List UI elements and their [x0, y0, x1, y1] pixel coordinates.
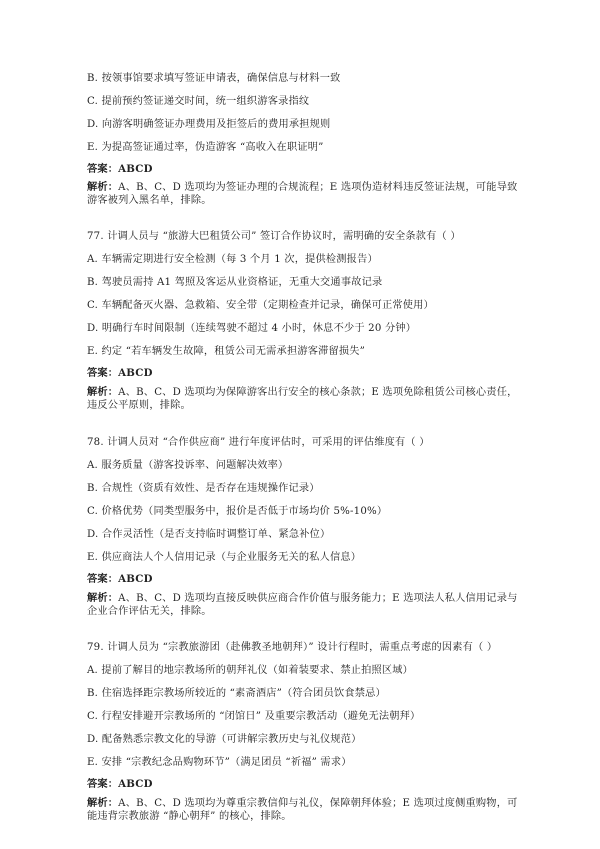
- analysis-text: A、B、C、D 选项均为尊重宗教信仰与礼仪，保障朝拜体验；E 选项过度侧重购物，可能违背宗教旅游 “静心朝拜” 的核心，排除。: [87, 798, 518, 822]
- q78-answer: [87, 573, 527, 586]
- q79-option-e: E. 安排 “宗教纪念品购物环节”（满足团员 “祈福” 需求）: [87, 757, 352, 768]
- q78-analysis: [87, 592, 527, 618]
- answer-label: 答案：: [87, 573, 119, 585]
- answer-label: 答案：: [87, 778, 119, 790]
- q76-option-e: E. 为提高签证通过率，伪造游客 “高收入在职证明”: [87, 142, 324, 153]
- q76-option-c: C. 提前预约签证递交时间，统一组织游客录指纹: [87, 96, 310, 107]
- q79-option-a: A. 提前了解目的地宗教场所的朝拜礼仪（如着装要求、禁止拍照区域）: [87, 665, 414, 676]
- answer-value: ABCD: [118, 163, 153, 175]
- q79-option-b: B. 住宿选择距宗教场所较近的 “素斋酒店”（符合团员饮食禁忌）: [87, 688, 386, 699]
- analysis-label: 解析：: [87, 386, 119, 398]
- analysis-label: 解析：: [87, 592, 119, 604]
- answer-label: 答案：: [87, 367, 119, 379]
- q76-option-d: D. 向游客明确签证办理费用及拒签后的费用承担规则: [87, 119, 331, 130]
- analysis-text: A、B、C、D 选项均为签证办理的合规流程；E 选项伪造材料违反签证法规，可能导致游客被列入黑名单，排除。: [87, 182, 518, 206]
- answer-value: ABCD: [118, 573, 153, 585]
- q79-answer: [87, 778, 527, 791]
- q78-option-d: D. 合作灵活性（是否支持临时调整订单、紧急补位）: [87, 529, 331, 540]
- q78-option-a: A. 服务质量（游客投诉率、问题解决效率）: [87, 460, 289, 471]
- q77-stem: 77. 计调人员与 “旅游大巴租赁公司” 签订合作协议时，需明确的安全条款有（ ）: [87, 231, 461, 242]
- q76-answer: [87, 163, 527, 176]
- q79-analysis: [87, 797, 527, 823]
- answer-value: ABCD: [118, 778, 153, 790]
- q78-option-b: B. 合规性（资质有效性、是否存在违规操作记录）: [87, 483, 320, 494]
- answer-label: 答案：: [87, 163, 119, 175]
- analysis-text: A、B、C、D 选项均为保障游客出行安全的核心条款；E 选项免除租赁公司核心责任，违反公平原则，排除。: [87, 387, 518, 411]
- q77-answer: [87, 367, 527, 380]
- q77-option-a: A. 车辆需定期进行安全检测（每 3 个月 1 次，提供检测报告）: [87, 254, 378, 265]
- q76-option-b: B. 按领事馆要求填写签证申请表，确保信息与材料一致: [87, 73, 341, 84]
- answer-value: ABCD: [118, 367, 153, 379]
- q77-option-d: D. 明确行车时间限制（连续驾驶不超过 4 小时，休息不少于 20 分钟）: [87, 323, 417, 334]
- q77-option-b: B. 驾驶员需持 A1 驾照及客运从业资格证，无重大交通事故记录: [87, 277, 383, 288]
- q76-analysis: [87, 181, 527, 207]
- q77-option-e: E. 约定 “若车辆发生故障，租赁公司无需承担游客滞留损失”: [87, 346, 366, 357]
- analysis-label: 解析：: [87, 797, 119, 809]
- q79-option-c: C. 行程安排避开宗教场所的 “闭馆日” 及重要宗教活动（避免无法朝拜）: [87, 711, 421, 722]
- q79-stem: 79. 计调人员为 “宗教旅游团（赴佛教圣地朝拜）” 设计行程时，需重点考虑的因素有（ ）: [87, 642, 498, 653]
- q77-option-c: C. 车辆配备灭火器、急救箱、安全带（定期检查并记录，确保可正常使用）: [87, 300, 434, 311]
- q79-option-d: D. 配备熟悉宗教文化的导游（可讲解宗教历史与礼仪规范）: [87, 734, 362, 745]
- analysis-label: 解析：: [87, 181, 119, 193]
- q78-stem: 78. 计调人员对 “合作供应商” 进行年度评估时，可采用的评估维度有（ ）: [87, 437, 430, 448]
- analysis-text: A、B、C、D 选项均直接反映供应商合作价值与服务能力；E 选项法人私人信用记录与企业合作评估无关，排除。: [87, 593, 518, 617]
- q78-option-e: E. 供应商法人个人信用记录（与企业服务无关的私人信息）: [87, 552, 362, 563]
- q78-option-c: C. 价格优势（同类型服务中，报价是否低于市场均价 5%-10%）: [87, 506, 388, 517]
- q77-analysis: [87, 386, 527, 412]
